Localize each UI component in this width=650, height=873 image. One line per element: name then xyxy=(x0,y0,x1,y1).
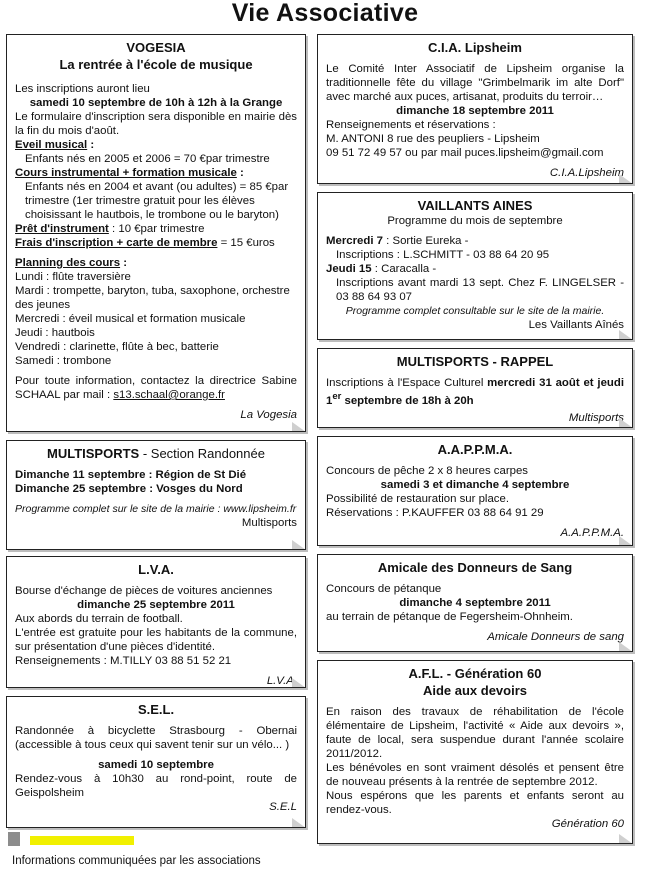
vogesia-form-info: Le formulaire d'inscription sera disponible en mairie dès la fin du mois d'août. xyxy=(15,111,297,137)
contact-text: Pour toute information, contactez la directrice Sabine SCHAAL par mail : xyxy=(15,375,297,401)
rando-note: Programme complet sur le site de la mairie : www.lipsheim.fr xyxy=(15,503,297,515)
vaillants-notice xyxy=(317,192,633,340)
planning-vendredi: Vendredi : clarinette, flûte à bec, batterie xyxy=(15,341,219,353)
rando-title-a: MULTISPORTS xyxy=(47,446,140,461)
rando-signature: Multisports xyxy=(241,517,297,529)
vogesia-frais xyxy=(15,236,297,250)
cia-info-label: Renseignements et réservations : xyxy=(326,119,496,131)
rappel-date-a: mercredi 31 août et jeudi 1 xyxy=(326,377,624,407)
lva-signature: L.V.A. xyxy=(266,675,297,687)
vaillants-jeudi xyxy=(326,262,624,276)
afl-notice xyxy=(317,660,633,844)
rando-title xyxy=(15,445,297,462)
vaillants-title: VAILLANTS AINES xyxy=(417,198,533,213)
aappma-line-1: Concours de pêche 2 x 8 heures carpes xyxy=(326,465,528,477)
pret-label: Prêt d'instrument xyxy=(15,223,109,235)
rappel-text xyxy=(326,376,624,408)
vogesia-cours-text: Enfants nés en 2004 et avant (ou adultes) = 85 €par trimestre (1er trimestre gratuit pour les élèves choisissant le hautbois, le trombone ou le baryton) xyxy=(25,181,289,221)
vogesia-title: VOGESIA xyxy=(126,40,186,55)
cia-title: C.I.A. Lipsheim xyxy=(428,40,522,55)
multisports-rando-notice xyxy=(6,440,306,550)
amicale-line-1: Concours de pétanque xyxy=(326,583,442,595)
afl-paragraph-2: Les bénévoles en sont vraiment désolés et pensent être de nouveau présents à la rentrée de septembre 2012. xyxy=(326,762,624,788)
planning-lundi: Lundi : flûte traversière xyxy=(15,271,131,283)
cia-address: M. ANTONI 8 rue des peupliers - Lipsheim xyxy=(326,133,540,145)
frais-text: = 15 €uros xyxy=(217,237,275,249)
afl-subtitle: Aide aux devoirs xyxy=(422,683,528,698)
pret-text: : 10 €par trimestre xyxy=(108,223,205,235)
yellow-highlight-bar xyxy=(30,836,134,845)
amicale-title: Amicale des Donneurs de Sang xyxy=(377,560,573,575)
cours-colon: : xyxy=(236,167,244,179)
vogesia-email-link[interactable]: s13.schaal@orange.fr xyxy=(113,389,225,401)
frais-label: Frais d'inscription + carte de membre xyxy=(15,237,218,249)
vogesia-cours xyxy=(15,166,297,180)
rappel-date-b: septembre de 18h à 20h xyxy=(341,394,474,407)
planning-jeudi: Jeudi : hautbois xyxy=(15,327,95,339)
rappel-signature: Multisports xyxy=(568,411,624,424)
vaillants-signature: Les Vaillants Aînés xyxy=(528,319,624,331)
vogesia-contact xyxy=(15,374,297,402)
aappma-line-3: Possibilité de restauration sur place. xyxy=(326,493,509,505)
vogesia-intro: Les inscriptions auront lieu xyxy=(15,83,150,95)
vogesia-subtitle: La rentrée à l'école de musique xyxy=(59,57,253,72)
cia-text: Le Comité Inter Associatif de Lipsheim organise la traditionnelle fête du village "Grimbelmarik im alte Dorf" avec marché aux puces, artisanat, produits du terroir… xyxy=(326,63,624,103)
vaillants-mercredi-insc: Inscriptions : L.SCHMITT - 03 88 64 20 95 xyxy=(336,249,550,261)
rappel-title: MULTISPORTS - RAPPEL xyxy=(396,354,554,369)
sel-line-1: Randonnée à bicyclette Strasbourg - Obernai (accessible à tous ceux qui savent tenir sur un vélo... ) xyxy=(15,725,297,751)
vogesia-signature: La Vogesia xyxy=(240,409,297,421)
eveil-colon: : xyxy=(87,139,95,151)
sel-date: samedi 10 septembre xyxy=(98,759,214,771)
rando-line-1: Dimanche 11 septembre : Région de St Dié xyxy=(15,469,247,481)
cia-signature: C.I.A.Lipsheim xyxy=(549,167,624,179)
amicale-date: dimanche 4 septembre 2011 xyxy=(399,597,551,609)
afl-signature: Génération 60 xyxy=(551,818,624,830)
vaillants-jeudi-insc: Inscriptions avant mardi 13 sept. Chez F. LINGELSER - 03 88 64 93 07 xyxy=(336,277,624,303)
rando-line-2: Dimanche 25 septembre : Vosges du Nord xyxy=(15,483,243,495)
rappel-sup: er xyxy=(332,391,342,402)
mercredi-label: Mercredi 7 xyxy=(326,235,383,247)
vogesia-eveil xyxy=(15,138,297,152)
aappma-signature: A.A.P.P.M.A. xyxy=(560,527,624,539)
rappel-text-a: Inscriptions à l'Espace Culturel xyxy=(326,377,488,389)
amicale-line-3: au terrain de pétanque de Fegersheim-Ohnheim. xyxy=(326,611,573,623)
cours-label: Cours instrumental + formation musicale xyxy=(15,167,237,179)
sel-line-3: Rendez-vous à 10h30 au rond-point, route de Geispolsheim xyxy=(15,773,297,799)
lva-notice xyxy=(6,556,306,688)
vogesia-pret xyxy=(15,222,297,236)
sel-signature: S.E.L xyxy=(269,801,297,813)
aappma-date: samedi 3 et dimanche 4 septembre xyxy=(380,479,570,491)
jeudi-text: : Caracalla - xyxy=(371,263,437,275)
sel-notice xyxy=(6,696,306,828)
eveil-label: Eveil musical xyxy=(15,139,88,151)
sel-title: S.E.L. xyxy=(137,702,175,717)
amicale-signature: Amicale Donneurs de sang xyxy=(487,631,624,643)
planning-colon: : xyxy=(120,257,128,269)
lva-line-4: L'entrée est gratuite pour les habitants de la commune, sur présentation d'une pièces d'identité. xyxy=(15,627,297,653)
aappma-notice xyxy=(317,436,633,546)
cia-date: dimanche 18 septembre 2011 xyxy=(396,105,554,117)
planning-mercredi: Mercredi : éveil musical et formation musicale xyxy=(15,313,246,325)
lva-date: dimanche 25 septembre 2011 xyxy=(77,599,235,611)
vaillants-note: Programme complet consultable sur le site de la mairie. xyxy=(345,305,605,317)
footer-note: Informations communiquées par les associations xyxy=(12,855,261,867)
aappma-title: A.A.P.P.M.A. xyxy=(437,442,513,457)
cia-contact: 09 51 72 49 57 ou par mail puces.lipsheim@gmail.com xyxy=(326,147,604,159)
planning-mardi: Mardi : trompette, baryton, tuba, saxophone, orchestre des jeunes xyxy=(15,285,290,311)
mercredi-text: : Sortie Eureka - xyxy=(382,235,469,247)
jeudi-label: Jeudi 15 xyxy=(326,263,372,275)
vogesia-planning xyxy=(15,256,297,270)
lva-line-3: Aux abords du terrain de football. xyxy=(15,613,183,625)
vogesia-notice xyxy=(6,34,306,432)
lva-title: L.V.A. xyxy=(138,562,174,577)
page-title: Vie Associative xyxy=(231,0,419,27)
afl-title: A.F.L. - Génération 60 xyxy=(408,666,542,681)
afl-paragraph-3: Nous espérons que les parents et enfants seront au rendez-vous. xyxy=(326,790,624,816)
aappma-line-4: Réservations : P.KAUFFER 03 88 64 91 29 xyxy=(326,507,544,519)
cia-notice xyxy=(317,34,633,184)
planning-samedi: Samedi : trombone xyxy=(15,355,112,367)
vaillants-subtitle: Programme du mois de septembre xyxy=(387,215,563,227)
multisports-rappel-notice xyxy=(317,348,633,428)
vogesia-date: samedi 10 septembre de 10h à 12h à la Grange xyxy=(29,97,283,109)
vogesia-eveil-text: Enfants nés en 2005 et 2006 = 70 €par trimestre xyxy=(25,153,270,165)
vaillants-mercredi xyxy=(326,234,624,248)
lva-line-1: Bourse d'échange de pièces de voitures anciennes xyxy=(15,585,273,597)
afl-paragraph-1: En raison des travaux de réhabilitation de l'école élémentaire de Lipsheim, l'activité « Aide aux devoirs », faute de local, sera suspendue durant l'année scolaire 2011/2012. xyxy=(326,706,624,760)
planning-label: Planning des cours xyxy=(15,257,121,269)
amicale-notice xyxy=(317,554,633,652)
lva-line-5: Renseignements : M.TILLY 03 88 51 52 21 xyxy=(15,655,232,667)
grey-marker xyxy=(8,832,20,846)
rando-title-b: - Section Randonnée xyxy=(139,446,265,461)
